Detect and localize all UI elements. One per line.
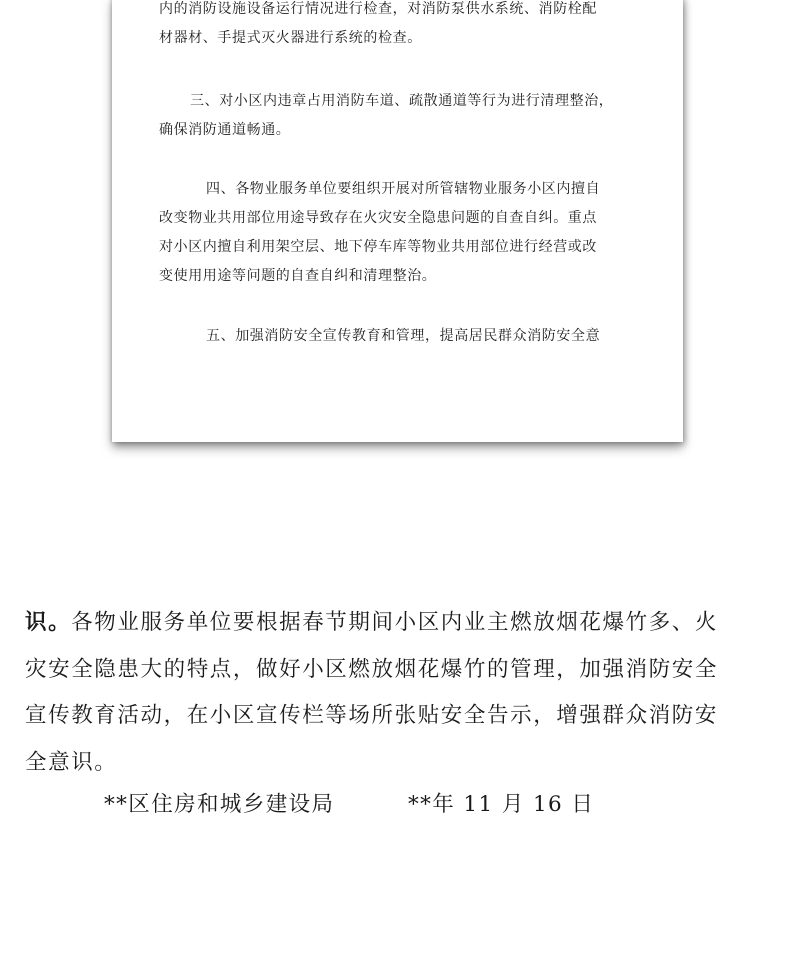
body-line — [25, 600, 777, 647]
issuer-signature: **区住房和城乡建设局 — [104, 792, 335, 817]
body-line: 全意识。 — [25, 749, 118, 775]
doc-line: 对小区内擅自利用架空层、地下停车库等物业共用部位进行经营或改 — [159, 239, 597, 255]
body-line-1-text: 各物业服务单位要根据春节期间小区内业主燃放烟花爆竹多、火 — [71, 610, 719, 635]
doc-line: 内的消防设施设备运行情况进行检查，对消防泵供水系统、消防栓配 — [159, 1, 597, 17]
doc-line: 四、各物业服务单位要组织开展对所管辖物业服务小区内擅自 — [206, 181, 601, 197]
issue-date: **年 11 月 16 日 — [408, 792, 595, 817]
notice-body-paragraph — [25, 600, 777, 786]
doc-line: 五、加强消防安全宣传教育和管理，提高居民群众消防安全意 — [206, 328, 601, 344]
doc-line: 变使用用途等问题的自查自纠和清理整治。 — [159, 268, 437, 284]
body-line: 灾安全隐患大的特点，做好小区燃放烟花爆竹的管理，加强消防安全 — [25, 656, 719, 682]
doc-line: 材器材、手提式灭火器进行系统的检查。 — [159, 30, 422, 46]
doc-line: 确保消防通道畅通。 — [159, 122, 291, 138]
doc-line: 改变物业共用部位用途导致存在火灾安全隐患问题的自查自纠。重点 — [159, 210, 597, 226]
doc-line: 三、对小区内违章占用消防车道、疏散通道等行为进行清理整治， — [190, 93, 614, 109]
body-line: 宣传教育活动，在小区宣传栏等场所张贴安全告示，增强群众消防安 — [25, 703, 719, 728]
body-lead-bold: 识。 — [25, 610, 72, 635]
document-page-preview — [112, 0, 683, 442]
